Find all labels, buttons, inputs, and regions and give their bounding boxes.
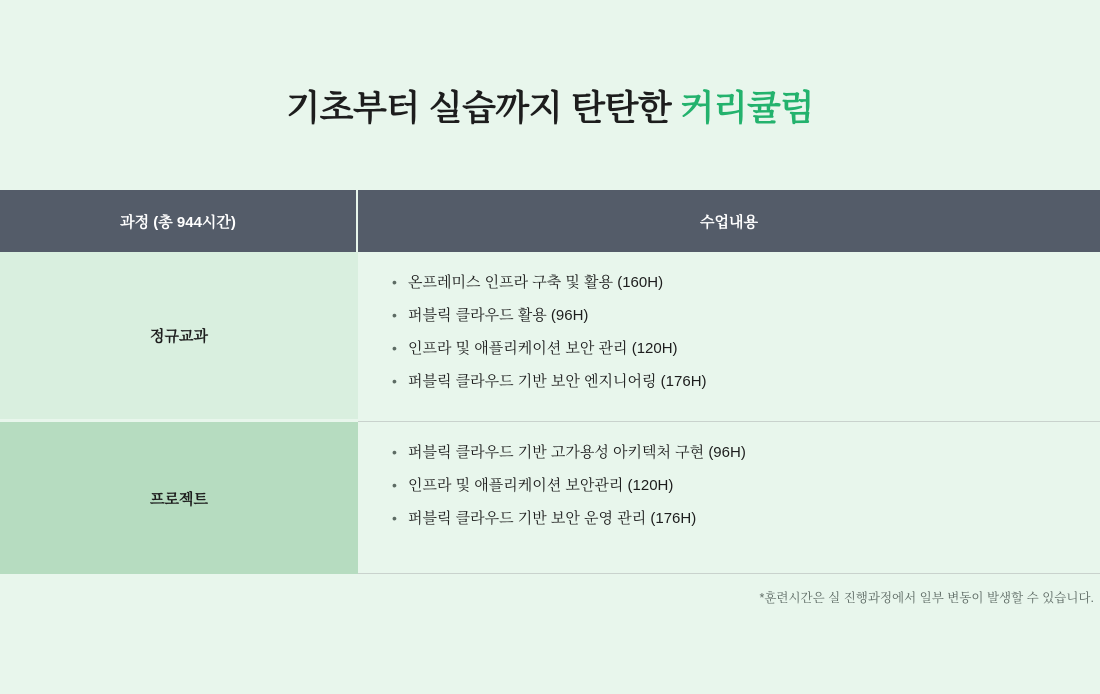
list-item: • 퍼블릭 클라우드 기반 보안 운영 관리 (176H)	[392, 510, 1100, 528]
list-item: • 퍼블릭 클라우드 기반 보안 엔지니어링 (176H)	[392, 373, 1100, 391]
table-header-course: 과정 (총 944시간)	[0, 190, 358, 252]
list-item: • 퍼블릭 클라우드 활용 (96H)	[392, 307, 1100, 325]
list-item: • 인프라 및 애플리케이션 보안 관리 (120H)	[392, 340, 1100, 358]
page-title-prefix: 기초부터 실습까지 탄탄한	[286, 89, 681, 128]
table-row	[0, 422, 1100, 574]
table-row	[0, 252, 1100, 422]
table-header-row	[0, 190, 1100, 252]
row-course-label: 프로젝트	[0, 422, 358, 574]
list-item: • 퍼블릭 클라우드 기반 고가용성 아키텍처 구현 (96H)	[392, 444, 1100, 462]
list-item: • 인프라 및 애플리케이션 보안관리 (120H)	[392, 477, 1100, 495]
list-item: • 온프레미스 인프라 구축 및 활용 (160H)	[392, 274, 1100, 292]
row-course-label: 정규교과	[0, 252, 358, 422]
page-title-wrap	[0, 0, 1100, 130]
course-item-list	[392, 274, 1100, 391]
footnote: *훈련시간은 실 진행과정에서 일부 변동이 발생할 수 있습니다.	[759, 591, 1094, 605]
course-item-list	[392, 444, 1100, 528]
page-title	[286, 88, 813, 130]
row-content-cell	[358, 422, 1100, 574]
row-content-cell	[358, 252, 1100, 422]
page-title-accent: 커리큘럼	[680, 89, 814, 128]
curriculum-table	[0, 190, 1100, 574]
table-header-content: 수업내용	[700, 213, 758, 231]
